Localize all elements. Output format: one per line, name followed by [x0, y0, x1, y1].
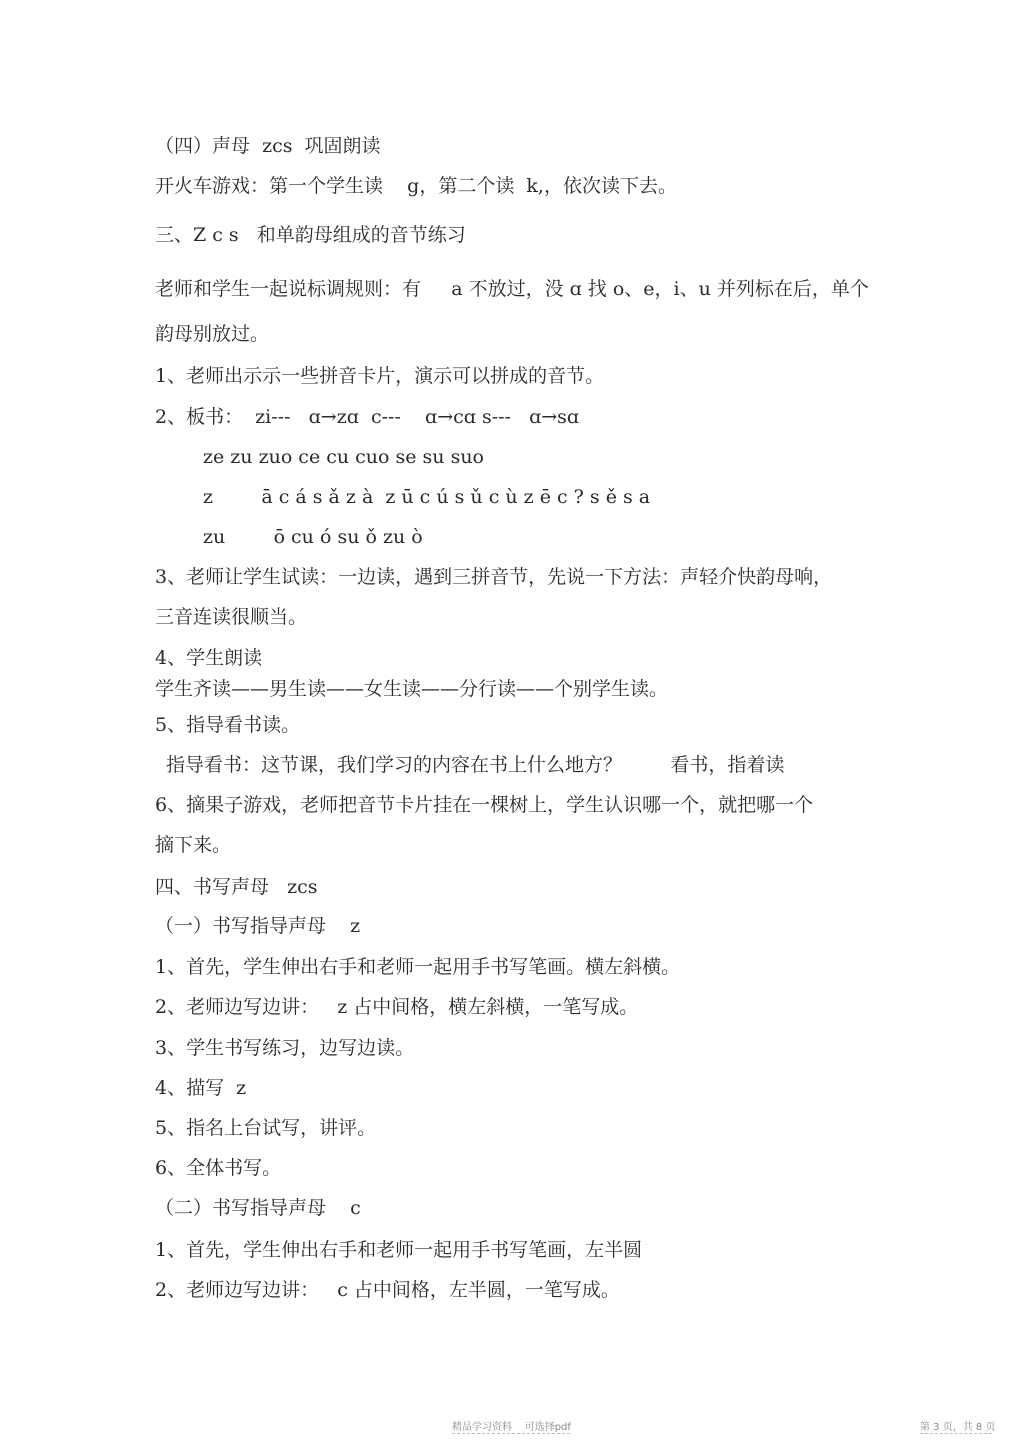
writing-z-step-4: 4、描写 z — [155, 1077, 247, 1099]
list-item-3-cont: 三音连读很顺当。 — [155, 606, 308, 628]
subheading-z: （一）书写指导声母 z — [155, 915, 361, 937]
list-item-5: 5、指导看书读。 — [155, 714, 301, 736]
pinyin-row-2: z ā c á s ǎ z à z ū c ú s ǔ c ù z ē c ? s ě s a — [203, 486, 651, 508]
list-item-6: 6、摘果子游戏，老师把音节卡片挂在一棵树上，学生认识哪一个，就把哪一个 — [155, 794, 814, 816]
paragraph-tone-rule: 老师和学生一起说标调规则：有 a 不放过，没 ɑ 找 o、e，i、u 并列标在后，单个 — [155, 278, 869, 300]
footer-page-number: 第 3 页，共 8 页 — [920, 1422, 996, 1433]
writing-z-step-2: 2、老师边写边讲： z 占中间格，横左斜横，一笔写成。 — [155, 996, 639, 1018]
footer-left-divider — [452, 1433, 570, 1434]
writing-c-step-1: 1、首先，学生伸出右手和老师一起用手书写笔画，左半圆 — [155, 1239, 643, 1261]
pinyin-row-3: zu ō cu ó su ǒ zu ò — [203, 526, 423, 548]
writing-z-step-3: 3、学生书写练习，边写边读。 — [155, 1037, 415, 1059]
list-item-1: 1、老师出示示一些拼音卡片，演示可以拼成的音节。 — [155, 365, 605, 387]
paragraph-tone-rule-cont: 韵母别放过。 — [155, 323, 270, 345]
paragraph-reading-order: 学生齐读——男生读——女生读——分行读——个别学生读。 — [155, 678, 669, 700]
paragraph-book-guide: 指导看书：这节课，我们学习的内容在书上什么地方？ 看书，指着读 — [166, 754, 785, 776]
list-item-4: 4、学生朗读 — [155, 647, 263, 669]
pinyin-row-1: ze zu zuo ce cu cuo se su suo — [203, 446, 484, 468]
subheading-c: （二）书写指导声母 c — [155, 1197, 361, 1219]
section-heading-4: （四）声母 zcs 巩固朗读 — [155, 135, 381, 157]
section-heading-3: 三、Z c s 和单韵母组成的音节练习 — [155, 224, 466, 246]
writing-z-step-1: 1、首先，学生伸出右手和老师一起用手书写笔画。横左斜横。 — [155, 956, 681, 978]
list-item-2: 2、板书： zi--- ɑ→zɑ c--- ɑ→cɑ s--- ɑ→sɑ — [155, 406, 580, 428]
list-item-3: 3、老师让学生试读：一边读，遇到三拼音节，先说一下方法：声轻介快韵母响， — [155, 566, 833, 588]
list-item-6-cont: 摘下来。 — [155, 834, 232, 856]
footer-right-divider — [920, 1433, 992, 1434]
paragraph-train-game: 开火车游戏：第一个学生读 g，第二个读 k,，依次读下去。 — [155, 175, 677, 197]
writing-z-step-6: 6、全体书写。 — [155, 1157, 282, 1179]
footer-left-note: 精品学习资料 可选择pdf — [452, 1422, 571, 1433]
writing-z-step-5: 5、指名上台试写，讲评。 — [155, 1117, 377, 1139]
section-heading-writing: 四、书写声母 zcs — [155, 876, 318, 898]
writing-c-step-2: 2、老师边写边讲： c 占中间格，左半圆，一笔写成。 — [155, 1279, 620, 1301]
